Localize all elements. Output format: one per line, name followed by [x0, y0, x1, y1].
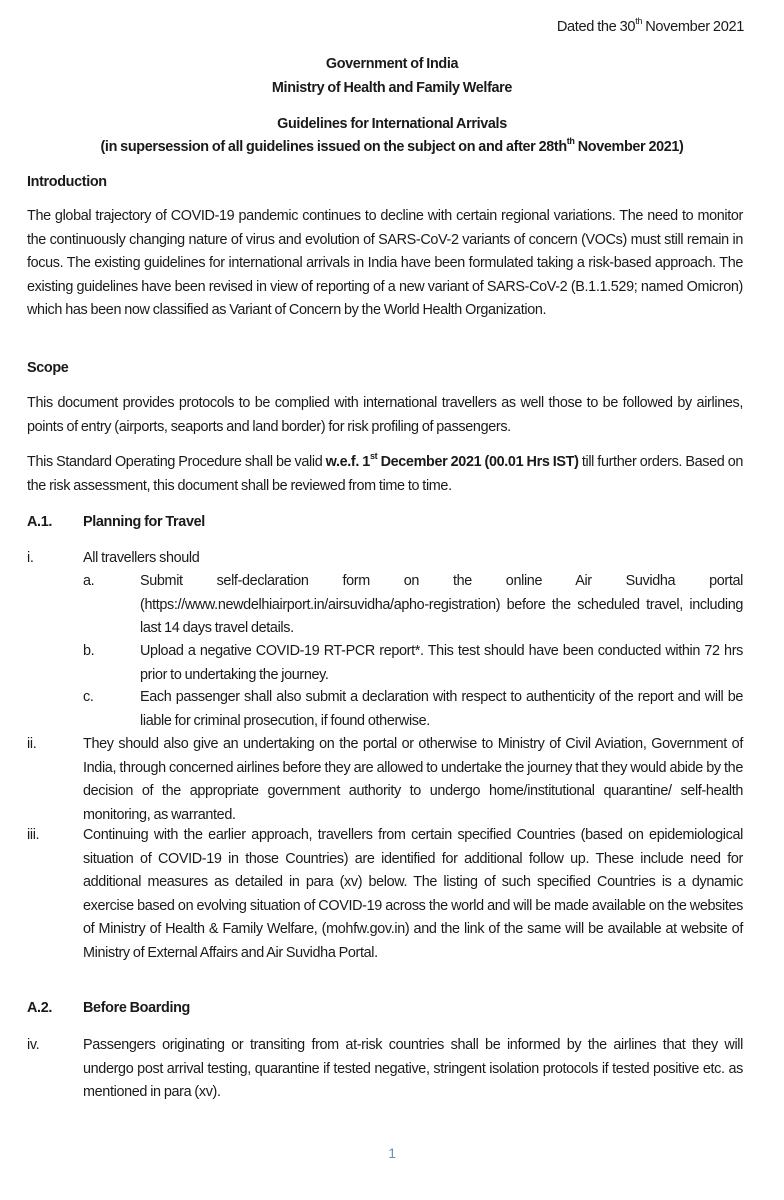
scope-paragraph-2 — [27, 451, 743, 498]
sub-item-a — [83, 570, 743, 641]
list-item-ii — [27, 733, 743, 827]
date-prefix: Dated the 30 — [556, 19, 636, 35]
sub-marker: a. — [83, 573, 95, 589]
list-marker: ii. — [27, 736, 37, 752]
scope-paragraph-1: This document provides protocols to be complied with international travellers as well those to be followed by airlines, points of entry (airports, seaports and land border) for risk profiling of passengers. — [27, 395, 743, 435]
introduction-paragraph: The global trajectory of COVID-19 pandemic continues to decline with certain regional variations. The need to monitor the continuously changing nature of virus and evolution of SARS-CoV-2 variants of concern (VOCs) must still remain in focus. The existing guidelines for international arrivals in India have been formulated taking a risk-based approach. The existing guidelines have been revised in view of reporting of a new variant of SARS-CoV-2 (B.1.1.529; named Omicron) which has been now classified as Variant of Concern by the World Health Organization. — [27, 208, 743, 318]
list-marker: i. — [27, 550, 34, 566]
validity-suffix: till further orders. Based on the risk assessment, this document shall be reviewed from time to time. — [27, 454, 743, 494]
sub-item-text: Upload a negative COVID-19 RT-PCR report*. This test should have been conducted within 72 hrs prior to undertaking the journey. — [140, 643, 743, 683]
section-a1-heading — [27, 514, 205, 530]
list-item-iv — [27, 1034, 743, 1105]
subtitle-superscript: th — [566, 136, 575, 147]
section-number: A.1. — [27, 514, 52, 530]
section-a2-heading — [27, 1000, 190, 1016]
org-name: Government of India — [325, 56, 459, 72]
section-title: Planning for Travel — [83, 514, 205, 530]
list-item-text: All travellers should — [83, 550, 200, 566]
list-item-text: Passengers originating or transiting from at-risk countries shall be informed by the airlines that they will undergo post arrival testing, quarantine if tested negative, stringent isolation protocols if tested positive etc. as mentioned in para (xv). — [83, 1037, 743, 1100]
validity-date-superscript: st — [369, 451, 378, 462]
list-item-i — [27, 547, 743, 571]
sub-item-text: Each passenger shall also submit a declaration with respect to authenticity of the report and will be liable for criminal prosecution, if found otherwise. — [140, 689, 743, 729]
sub-item-text: Submit self-declaration form on the online Air Suvidha portal (https://www.newdelhiairport.in/airsuvidha/apho-registration) before the scheduled travel, including last 14 days travel details. — [140, 573, 743, 636]
section-number: A.2. — [27, 1000, 52, 1016]
list-item-text: They should also give an undertaking on the portal or otherwise to Ministry of Civil Aviation, Government of India, through concerned airlines before they are allowed to undertake the journey that they would abide by the decision of the appropriate government authority to undergo home/institutional quarantine/ self-health monitoring, as warranted. — [83, 736, 743, 823]
validity-date-suffix: December 2021 (00.01 Hrs IST) — [377, 454, 579, 470]
date-suffix: November 2021 — [642, 19, 744, 35]
document-title: Guidelines for International Arrivals — [277, 116, 507, 132]
page-number: 1 — [388, 1145, 396, 1161]
document-subtitle — [0, 136, 784, 155]
subtitle-prefix: (in supersession of all guidelines issued on the subject on and after 28th — [100, 139, 567, 155]
list-item-text: Continuing with the earlier approach, travellers from certain specified Countries (based on epidemiological situation of COVID-19 in those Countries) are identified for additional follow up. These include need for additional measures as detailed in para (xv) below. The listing of such specified Countries is a dynamic exercise based on evolving situation of COVID-19 across the world and will be made available on the websites of Ministry of Health & Family Welfare, (mohfw.gov.in) and the link of the same will be available at website of Ministry of External Affairs and Air Suvidha Portal. — [83, 827, 743, 961]
scope-heading: Scope — [27, 360, 69, 376]
sub-marker: c. — [83, 689, 94, 705]
introduction-heading: Introduction — [27, 174, 107, 190]
sub-item-c — [83, 686, 743, 733]
date-superscript: th — [635, 16, 642, 27]
validity-date — [325, 451, 579, 470]
list-item-iii — [27, 824, 743, 965]
section-title: Before Boarding — [83, 1000, 190, 1016]
ministry-name: Ministry of Health and Family Welfare — [271, 80, 513, 96]
sub-item-b — [83, 640, 743, 687]
sub-marker: b. — [83, 643, 95, 659]
list-marker: iv. — [27, 1037, 40, 1053]
list-marker: iii. — [27, 827, 40, 843]
validity-date-prefix: w.e.f. 1 — [325, 454, 370, 470]
validity-prefix: This Standard Operating Procedure shall be valid — [27, 454, 326, 470]
subtitle-suffix: November 2021) — [574, 139, 684, 155]
document-date — [556, 16, 744, 35]
